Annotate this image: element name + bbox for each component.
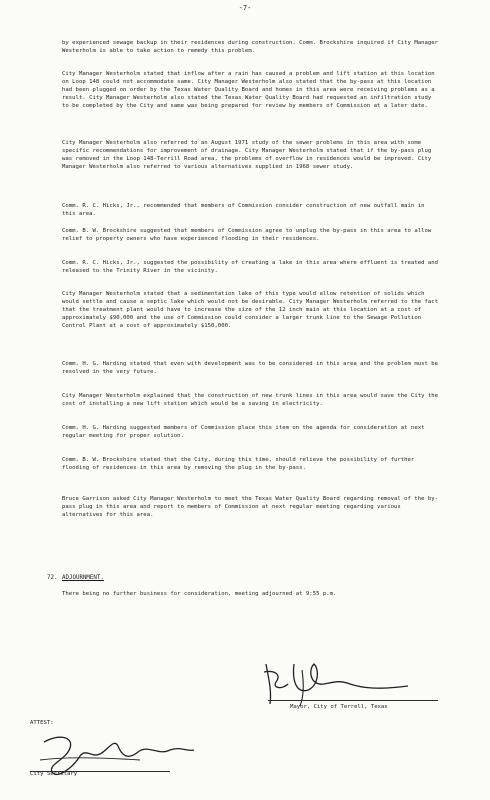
mayor-caption: Mayor, City of Terrell, Texas xyxy=(290,704,388,710)
paragraph-1: by experienced sewage backup in their residences during construction. Comm. Brockshire inquired if City Manager Westerholm is able to take action to remedy this problem. xyxy=(62,40,439,54)
mayor-signature-line xyxy=(268,700,438,701)
paragraph-8: Comm. H. G. Harding stated that even with development was to be considered in this area and the problem must be resolved in the very future. xyxy=(62,361,439,375)
agenda-item-number: 72. xyxy=(47,575,58,581)
secretary-caption: City Secretary xyxy=(30,771,78,777)
paragraph-3: City Manager Westerholm also referred to an August 1971 study of the sewer problems in this area with some specific recommendations for improvement of drainage. City Manager Westerholm stated that if the by-pass plug was removed in the Loop 148-Terrill Road area, the problems of overflow in residences would be improved. City Manager Westerholm also referred to various alternatives supplied in 1968 sewer study. xyxy=(62,140,432,170)
paragraph-12: Bruce Garrison asked City Manager Westerholm to meet the Texas Water Quality Board regarding removal of the by-pass plug in this area and report to members of Commission at next regular meeting regarding various alternatives for this area. xyxy=(62,496,439,518)
paragraph-4: Comm. R. C. Hicks, Jr., recommended that members of Commission consider construction of new outfall main in this area. xyxy=(62,203,425,217)
paragraph-9: City Manager Westerholm explained that the construction of new trunk lines in this area would save the City the cost of installing a new lift station which would be a saving in electricity. xyxy=(62,393,439,407)
attest-label: ATTEST: xyxy=(30,720,54,726)
paragraph-5: Comm. B. W. Brockshire suggested that members of Commission agree to unplug the by-pass in this area to allow relief to property owners who have experienced flooding in their residences. xyxy=(62,228,432,242)
paragraph-11: Comm. B. W. Brockshire stated that the City, during this time, should relieve the possibility of further flooding of residences in this area by removing the plug in the by-pass. xyxy=(62,457,415,471)
mayor-signature xyxy=(238,650,438,710)
adjournment-heading: ADJOURNMENT. xyxy=(62,575,104,581)
paragraph-10: Comm. H. G. Harding suggested members of Commission place this item on the agenda for consideration at next regular meeting for proper solution. xyxy=(62,425,425,439)
page-number: -7- xyxy=(238,4,252,12)
paragraph-6: Comm. R. C. Hicks, Jr., suggested the possibility of creating a lake in this area where effluent is treated and released to the Trinity River in the vicinity. xyxy=(62,260,439,274)
paragraph-7: City Manager Westerholm stated that a sedimentation lake of this type would allow retention of solids which would settle and cause a septic lake which would not be desirable. City Manager Westerholm referred to the fact that the treatment plant would have to increase the size of the 12 inch main at this location at a cost of approximately $90,000 and the use of Commission could consider a larger trunk line to the Sewage Pollution Control Plant at a cost of approximately $150,000. xyxy=(62,291,439,329)
adjournment-text: There being no further business for consideration, meeting adjourned at 9:55 p.m. xyxy=(62,591,337,597)
paragraph-2: City Manager Westerholm stated that inflow after a rain has caused a problem and lift station at this location on Loop 148 could not accommodate same. City Manager Westerholm also stated that the by-pass at this location had been plugged on order by the Texas Water Quality Board and homes in this area were receiving problems as a result. City Manager Westerholm also stated the Texas Water Quality Board had requested an infiltration study to be completed by the City and same was being prepared for review by members of Commission at a later date. xyxy=(62,71,435,109)
